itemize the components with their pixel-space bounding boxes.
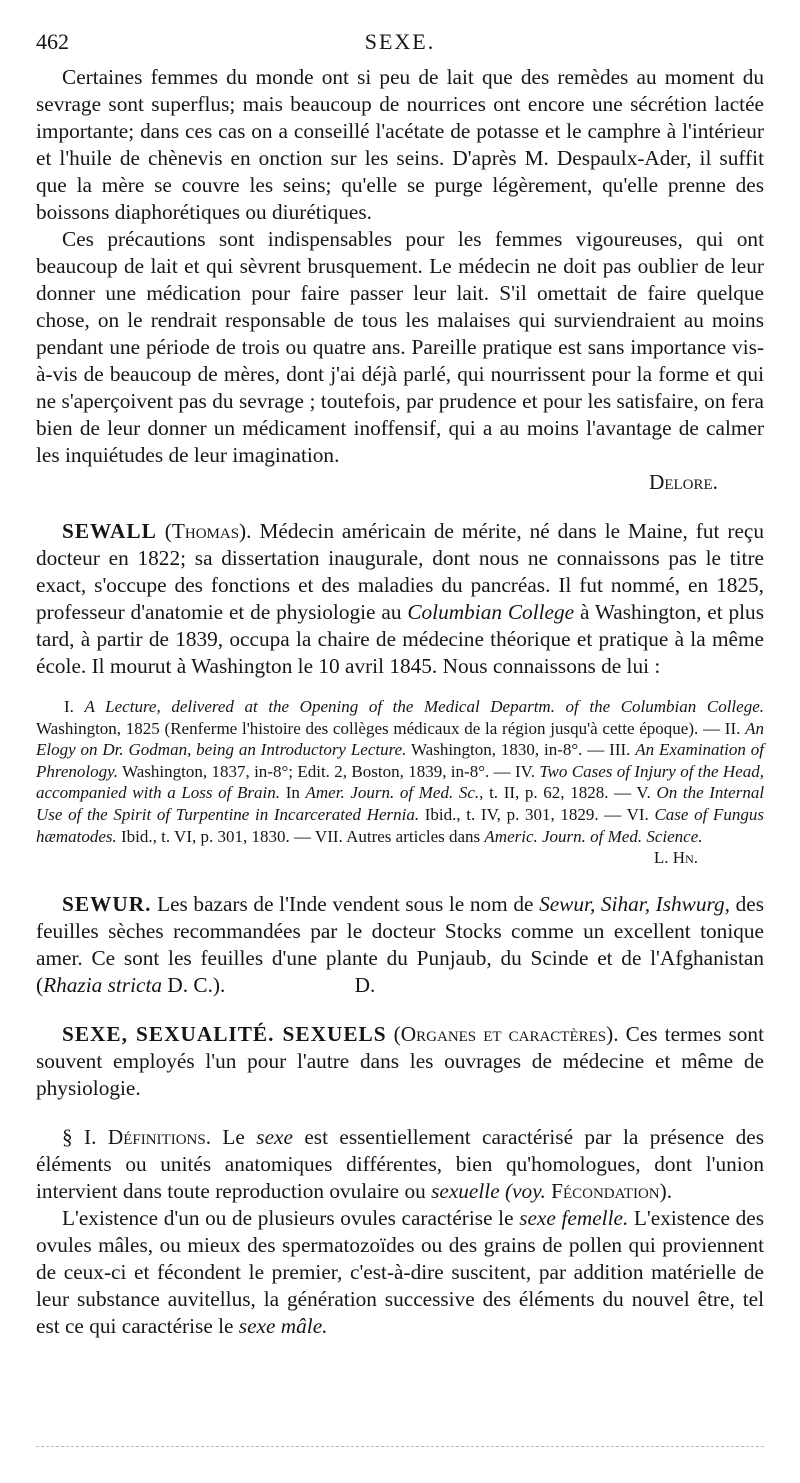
def2-term-femelle: sexe femelle. <box>519 1205 629 1230</box>
entry-sexe <box>36 1021 764 1102</box>
def-close: ). <box>659 1178 673 1203</box>
entry-name-thomas: (Thomas). <box>164 519 252 543</box>
page-number: 462 <box>36 29 69 54</box>
page-content <box>36 64 764 1340</box>
biblio-part: Ibid., t. VI, p. 301, 1830. — VII. Autres articles dans <box>121 826 481 846</box>
section-label: § I. Définitions. <box>62 1124 212 1149</box>
biblio-part: I. <box>64 697 74 716</box>
entry-term-sexe: SEXE, SEXUALITÉ. SEXUELS <box>62 1021 387 1046</box>
def-text-2: est essentiellement caractérisé par la présence des éléments ou unités anatomiques différentes, bien qu'homologues, dont l'union intervient dans toute reproduction ovulaire ou <box>36 1124 765 1203</box>
biblio-title: Two Cases of Injury of the Head, accompanied with a Loss of Brain. <box>36 761 765 803</box>
signature-delore: Delore. <box>648 470 718 494</box>
biblio-title: On the Internal Use of the Spirit of Turpentine in Incarcerated Hernia. <box>36 783 765 824</box>
entry-sewall <box>36 518 764 680</box>
entry-term-sewur: SEWUR. <box>62 891 152 916</box>
footer-rule <box>36 1446 764 1447</box>
signature-lhn: L. Hn. <box>653 848 698 868</box>
sewall-text: Médecin américain de mérite, né dans le Maine, fut reçu docteur en 1822; sa dissertation inaugurale, dont nous ne connaissons pas le titre exact, s'occupe des fonctions et des maladies du pancréas. Il fut nommé, en 1825, professeur d'anatomie et de physiologie au <box>36 519 765 624</box>
section-definitions <box>36 1124 764 1205</box>
def-term-sexe: sexe <box>256 1124 293 1149</box>
entry-sewur <box>36 891 764 999</box>
bibliography-sewall <box>36 696 764 869</box>
def-crossref-fecondation: Fécondation <box>551 1178 660 1203</box>
def-text: Le <box>222 1124 245 1149</box>
sewall-text-2: à Washington, et plus tard, à partir de 1839, occupa la chaire de médecine théorique et pratique à la même école. Il mourut à Washington le 10 avril 1845. Nous connaissons de lui : <box>36 600 764 678</box>
sexe-text: Ces termes sont souvent employés l'un pour l'autre dans les ouvrages de médecine et même de physiologie. <box>36 1021 764 1100</box>
sewall-college: Columbian College <box>407 600 575 624</box>
biblio-title: An Examination of Phrenology. <box>36 740 764 781</box>
sewur-text-2: des feuilles sèches recommandées par le docteur Stocks comme un excellent tonique amer. Ce sont les feuilles d'une plante du Punjaub, du Scinde et de l'Afghanistan ( <box>36 891 764 997</box>
biblio-part: In <box>285 783 300 803</box>
biblio-part: Washington, 1837, in-8°; Edit. 2, Boston, 1839, in-8°. — IV. <box>122 761 535 781</box>
biblio-part: Ibid., t. IV, p. 301, 1829. — VI. <box>424 804 649 824</box>
sewur-names: Sewur, Sihar, Ishwurg, <box>539 891 730 916</box>
biblio-title: A Lecture, delivered at the Opening of the Medical Departm. of the Columbian College. <box>84 697 764 716</box>
biblio-title: An Elogy on Dr. Godman, being an Introductory Lecture. <box>36 718 765 760</box>
biblio-journal: Amer. Journ. of Med. Sc., <box>305 783 484 803</box>
def2-text-2: L'existence des ovules mâles, ou mieux des spermatozoïdes ou des grains de pollen qui proviennent de ceux-ci et fécondent le premier, c'est-à-dire suscitent, par addition matérielle de leur substance auvitellus, la génération successive des éléments du nouvel être, tel est ce qui caractérise le <box>36 1205 765 1338</box>
biblio-part: t. II, p. 62, 1828. — V. <box>489 783 651 803</box>
sewur-species: Rhazia stricta <box>43 972 163 997</box>
sewur-text-3: D. C.). <box>167 972 226 997</box>
biblio-journal: Americ. Journ. of Med. Science. <box>484 826 703 846</box>
def2-term-male: sexe mâle. <box>238 1313 328 1338</box>
signature-d: D. <box>354 972 376 997</box>
def-voy: (voy. <box>505 1178 546 1203</box>
paragraph-sexe-femelle-male <box>36 1205 764 1340</box>
entry-subtitle-sexe: (Organes et caractères). <box>393 1021 619 1046</box>
sewur-text: Les bazars de l'Inde vendent sous le nom de <box>157 891 534 916</box>
biblio-title: Case of Fungus hæmatodes. <box>36 804 764 846</box>
biblio-part: Washington, 1825 (Renferme l'histoire des collèges médicaux de la région jusqu'à cette époque). — II. <box>36 718 741 738</box>
def2-text: L'existence d'un ou de plusieurs ovules caractérise le <box>62 1205 514 1230</box>
paragraph-sevrage: Certaines femmes du monde ont si peu de lait que des remèdes au moment du sevrage sont superflus; mais beaucoup de nourrices ont encore une sécrétion lactée importante; dans ces cas on a conseillé l'acétate de potasse et le camphre à l'intérieur et l'huile de chènevis en onction sur les seins. D'après M. Despaulx-Ader, il suffit que la mère se couvre les seins; qu'elle se purge légèrement, qu'elle prenne des boissons diaphorétiques ou diurétiques. <box>36 65 764 224</box>
paragraph-precautions: Ces précautions sont indispensables pour les femmes vigoureuses, qui ont beaucoup de lait et qui sèvrent brusquement. Le médecin ne doit pas oublier de leur donner une médication pour faire passer leur lait. S'il omettait de faire quelque chose, on le rendrait responsable de tous les malaises qui surviendraient au moins pendant une période de trois ou quatre ans. Pareille pratique est sans importance vis-à-vis de beaucoup de mères, dont j'ai déjà parlé, qui nourrissent pour la forme et qui ne s'aperçoivent pas du sevrage ; toutefois, par prudence et pour les satisfaire, on fera bien de leur donner un médicament inoffensif, qui a au moins l'avantage de calmer les inquiétudes de leur imagination. <box>36 227 764 467</box>
def-term-sexuelle: sexuelle <box>431 1178 500 1203</box>
entry-term-sewall: SEWALL <box>62 519 157 543</box>
biblio-part: Washington, 1830, in-8°. — III. <box>410 740 631 760</box>
running-title: SEXE. <box>364 29 436 54</box>
bibliography-text <box>36 696 764 847</box>
